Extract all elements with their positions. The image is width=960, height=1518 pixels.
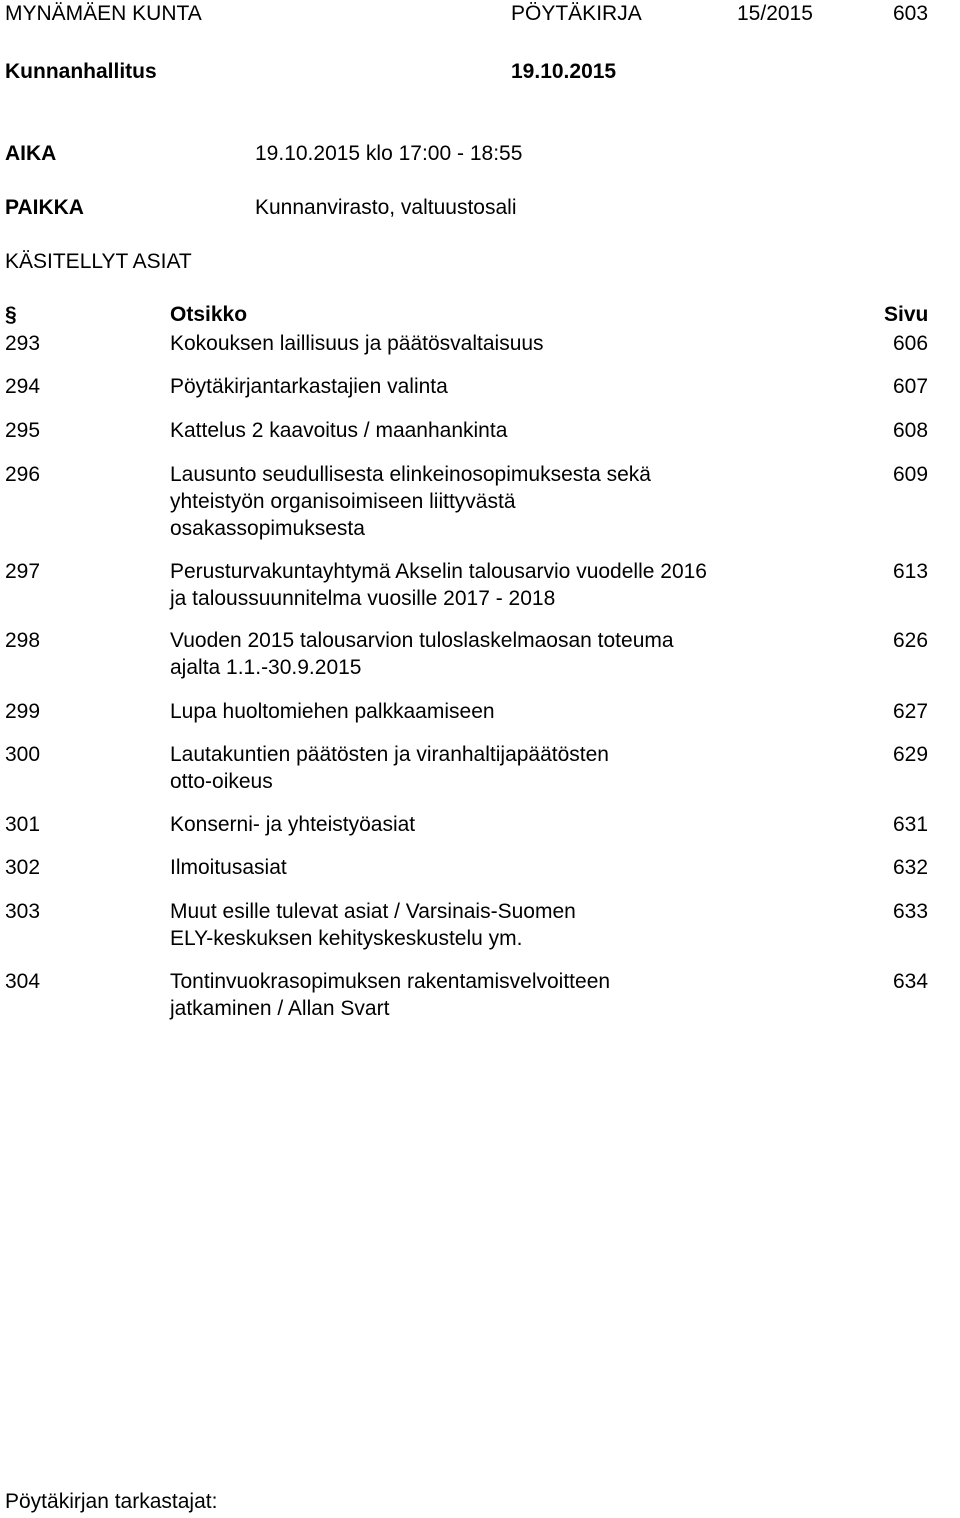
agenda-item-page: 634	[893, 970, 929, 993]
agenda-item-title: Muut esille tulevat asiat / Varsinais-Suomen ELY-keskuksen kehityskeskustelu ym.	[170, 900, 576, 950]
agenda-item-page: 631	[893, 813, 929, 836]
agenda-item-page: 627	[893, 700, 929, 723]
agenda-item-number: 303	[5, 900, 41, 923]
agenda-item-number: 298	[5, 629, 41, 652]
agenda-item-title: Vuoden 2015 talousarvion tuloslaskelmaosan toteuma ajalta 1.1.-30.9.2015	[170, 629, 674, 679]
agenda-item-title: Tontinvuokrasopimuksen rakentamisvelvoitteen jatkaminen / Allan Svart	[170, 970, 611, 1020]
agenda-item-page: 626	[893, 629, 929, 652]
document-type: PÖYTÄKIRJA	[511, 2, 642, 25]
agenda-item-number: 304	[5, 970, 41, 993]
agenda-item-title: Perusturvakuntayhtymä Akselin talousarvio vuodelle 2016 ja taloussuunnitelma vuosille 2017 - 2018	[170, 560, 707, 610]
place-label: PAIKKA	[5, 196, 84, 219]
agenda-item-number: 296	[5, 463, 41, 486]
agenda-item-page: 609	[893, 463, 929, 486]
governing-body: Kunnanhallitus	[5, 60, 157, 83]
reviewers-label: Pöytäkirjan tarkastajat:	[5, 1490, 218, 1513]
agenda-item-page: 613	[893, 560, 929, 583]
agenda-item-number: 302	[5, 856, 41, 879]
time-label: AIKA	[5, 142, 57, 165]
agenda-heading: KÄSITELLYT ASIAT	[5, 250, 192, 273]
agenda-item-page: 629	[893, 743, 929, 766]
agenda-item-title: Kattelus 2 kaavoitus / maanhankinta	[170, 419, 508, 442]
agenda-item-page: 633	[893, 900, 929, 923]
agenda-item-title: Lautakuntien päätösten ja viranhaltijapäätösten otto-oikeus	[170, 743, 609, 793]
time-value: 19.10.2015 klo 17:00 - 18:55	[255, 142, 523, 165]
agenda-item-title: Ilmoitusasiat	[170, 856, 287, 879]
agenda-item-number: 297	[5, 560, 41, 583]
municipality-name: MYNÄMÄEN KUNTA	[5, 2, 202, 25]
agenda-item-number: 293	[5, 332, 41, 355]
column-header-title: Otsikko	[170, 303, 248, 326]
page-number: 603	[893, 2, 929, 25]
agenda-item-title: Pöytäkirjantarkastajien valinta	[170, 375, 448, 398]
agenda-item-page: 632	[893, 856, 929, 879]
agenda-item-title: Konserni- ja yhteistyöasiat	[170, 813, 416, 836]
agenda-item-title: Lausunto seudullisesta elinkeinosopimuksesta sekä yhteistyön organisoimiseen liittyvästä osakassopimuksesta	[170, 463, 651, 540]
place-value: Kunnanvirasto, valtuustosali	[255, 196, 517, 219]
column-header-page: Sivu	[884, 303, 929, 326]
document-number: 15/2015	[737, 2, 813, 25]
agenda-item-page: 608	[893, 419, 929, 442]
agenda-item-page: 606	[893, 332, 929, 355]
section-symbol: §	[5, 303, 17, 326]
agenda-item-number: 300	[5, 743, 41, 766]
agenda-item-number: 299	[5, 700, 41, 723]
agenda-item-number: 294	[5, 375, 41, 398]
agenda-item-page: 607	[893, 375, 929, 398]
meeting-date: 19.10.2015	[511, 60, 617, 83]
agenda-item-number: 301	[5, 813, 41, 836]
agenda-item-number: 295	[5, 419, 41, 442]
agenda-item-title: Kokouksen laillisuus ja päätösvaltaisuus	[170, 332, 544, 355]
agenda-item-title: Lupa huoltomiehen palkkaamiseen	[170, 700, 495, 723]
